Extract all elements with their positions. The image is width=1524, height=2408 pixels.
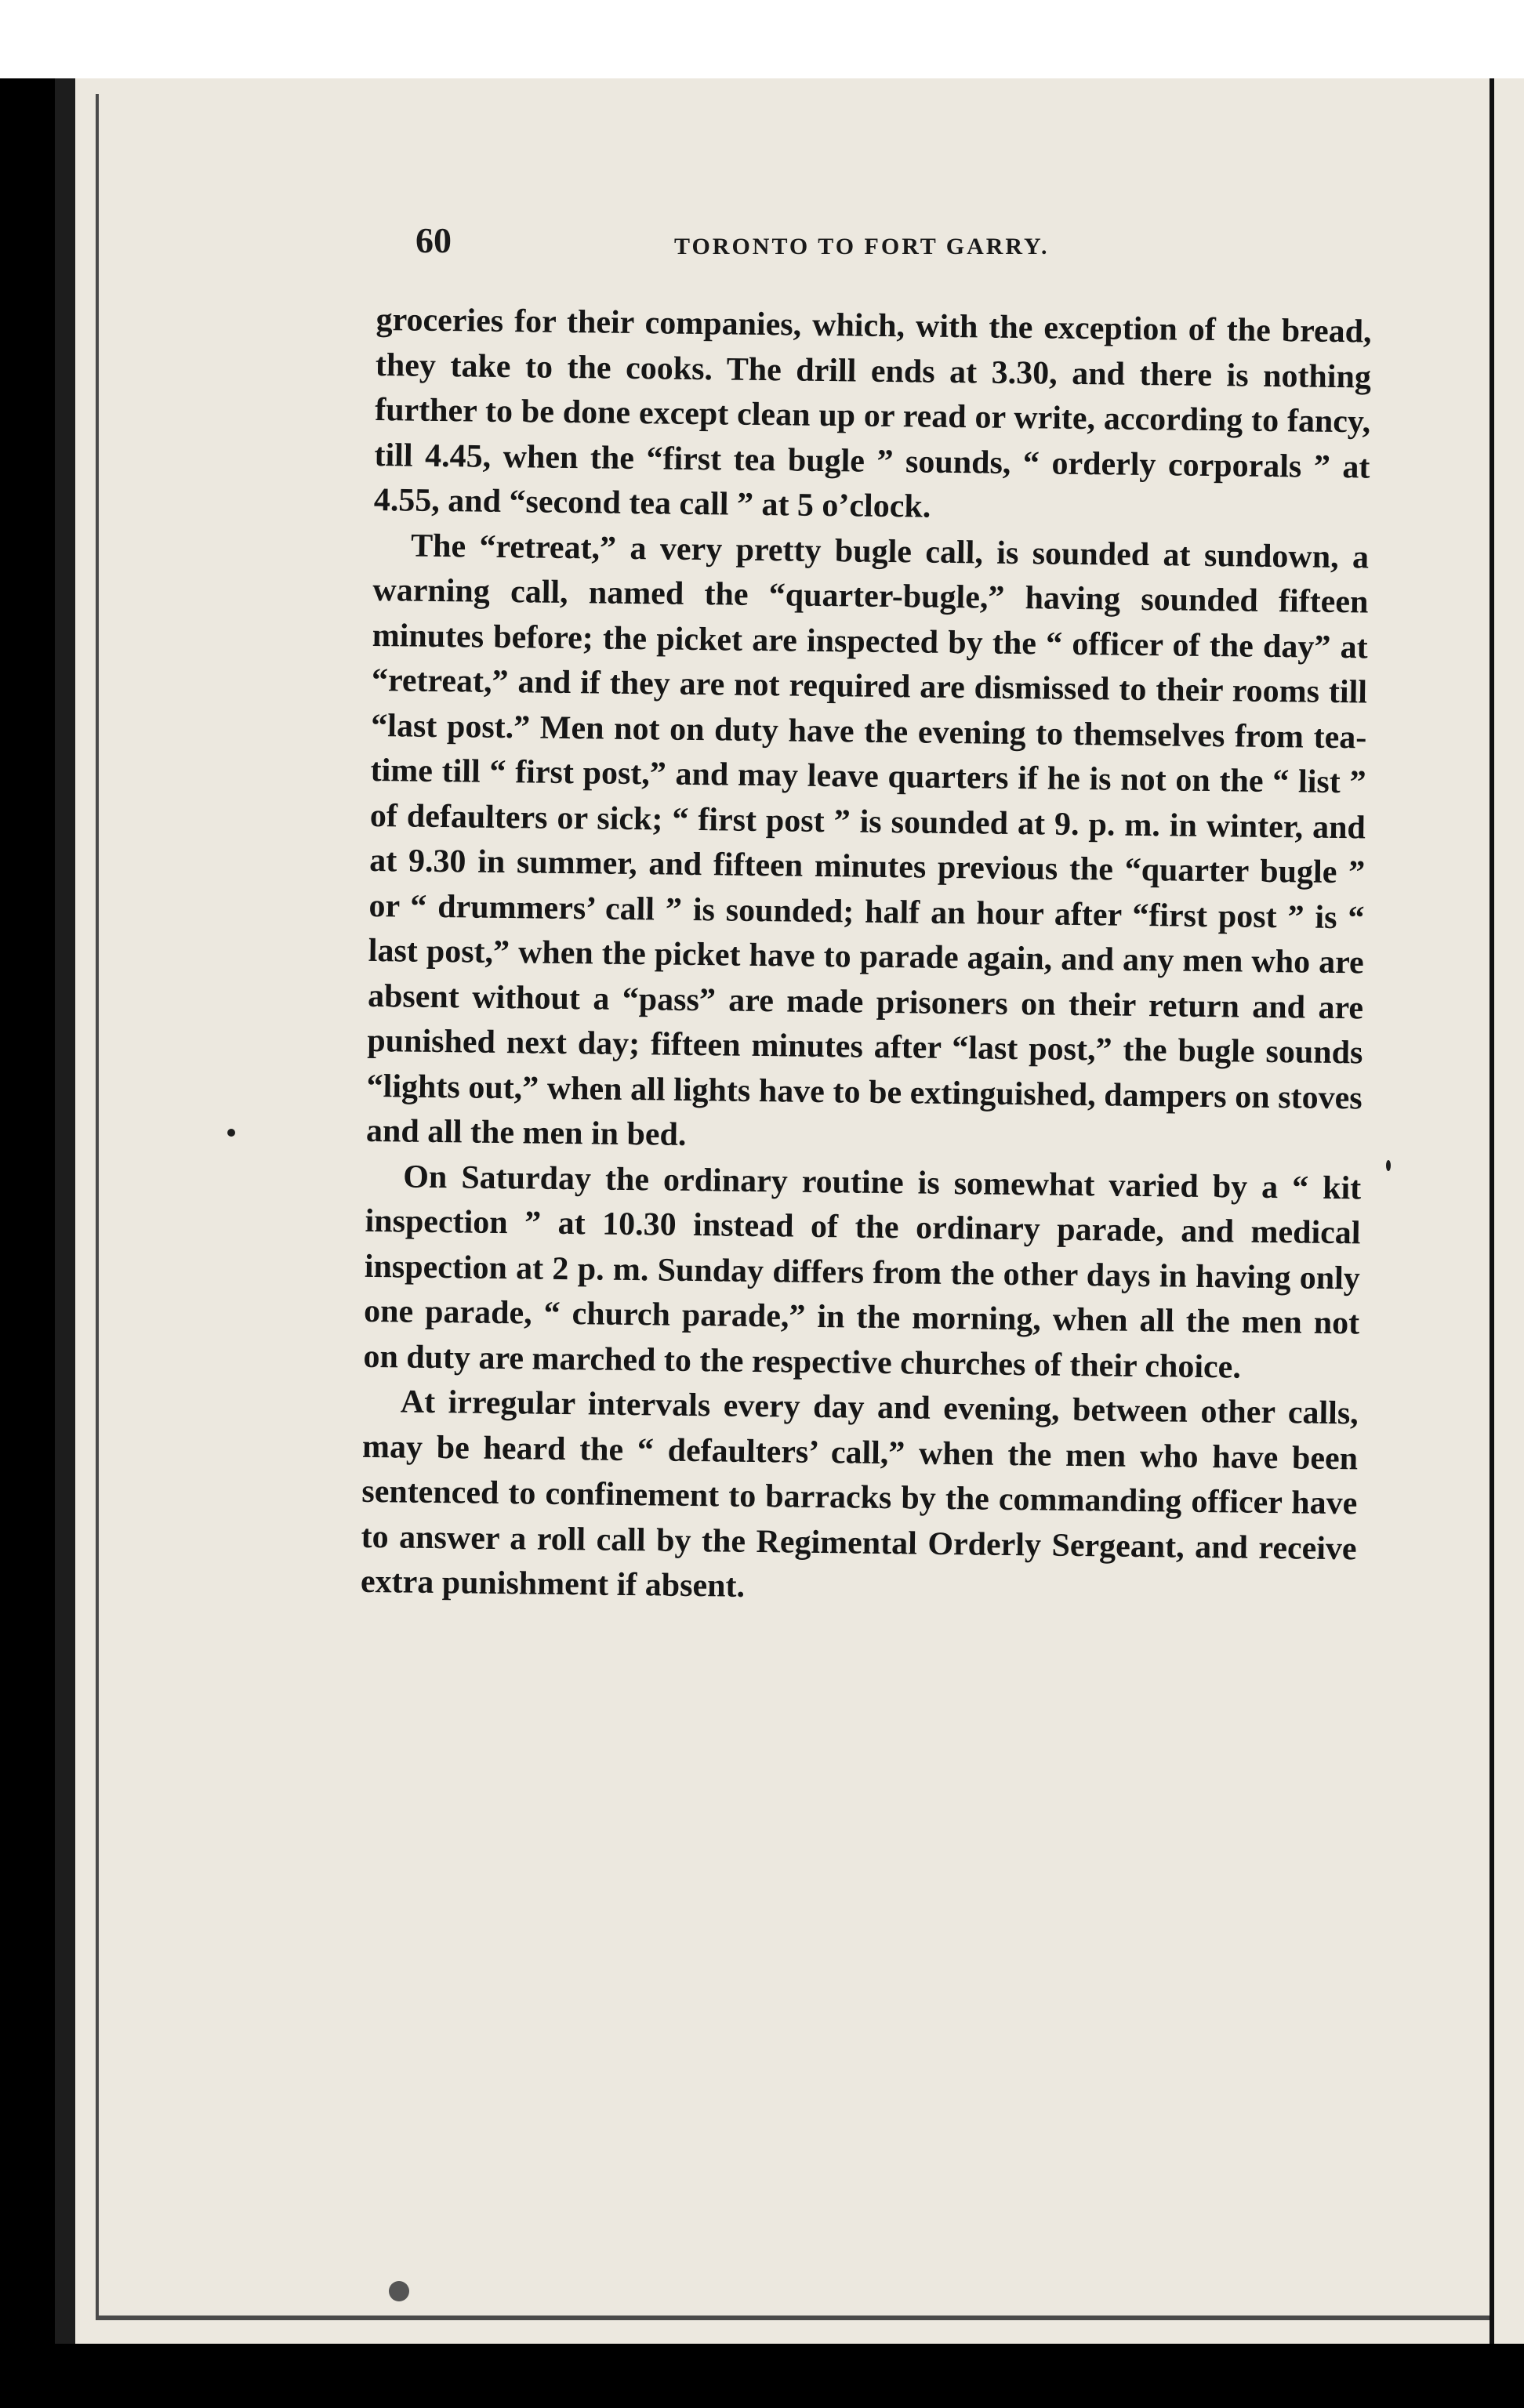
- page-header: [415, 219, 1435, 274]
- paragraph: On Saturday the ordinary routine is somewhat varied by a “ kit inspection ” at 10.30 instead of the ordinary parade, and medical inspection at 2 p. m. Sunday differs from the other days in having only one parade, “ church parade,” in the morning, when all the men not on duty are marched to the respective churches of their choice.: [363, 1159, 1362, 1386]
- scan-bottom-shadow: [55, 2344, 1524, 2408]
- paragraph: The “retreat,” a very pretty bugle call, is sounded at sundown, a warning call, named the “quarter-bugle,” having sounded fifteen minutes before; the picket are inspected by the “ officer of the day” at “retreat,” and if they are not required are dismissed to their rooms till “last post.” Men not on duty have the evening to themselves from tea-time till “ first post,” and may leave quarters if he is not on the “ list ” of defaulters or sick; “ first post ” is sounded at 9. p. m. in winter, and at 9.30 in summer, and fifteen minutes previous the “quarter bugle ” or “ drummers’ call ” is sounded; half an hour after “first post ” is “ last post,” when the picket have to parade again, and any men who are absent without a “pass” are made prisoners on their return and are punished next day; fifteen minutes after “last post,” the bugle sounds “lights out,” when all lights have to be extinguished, dampers on stoves and all the men in bed.: [365, 528, 1370, 1153]
- paragraph: At irregular intervals every day and evening, between other calls, may be heard the “ defaulters’ call,” when the men who have been sentenced to confinement to barracks by the commanding officer have to answer a roll call by the Regimental Orderly Sergeant, and receive extra punishment if absent.: [360, 1384, 1359, 1605]
- ink-speck: [1386, 1160, 1391, 1171]
- paragraph: groceries for their companies, which, with the exception of the bread, they take to the cooks. The drill ends at 3.30, and there is nothing further to be done except clean up or read or write, according to fancy, till 4.45, when the “first tea bugle ” sounds, “ orderly corporals ” at 4.55, and “second tea call ” at 5 o’clock.: [373, 301, 1372, 525]
- running-head: TORONTO TO FORT GARRY.: [674, 234, 1050, 259]
- right-gutter-line: [1490, 78, 1494, 2352]
- ink-smudge: [389, 2281, 409, 2301]
- page-number: 60: [415, 220, 452, 260]
- scan-top-margin: [0, 0, 1524, 78]
- page-body: [361, 298, 1372, 1617]
- ink-speck: [227, 1129, 235, 1137]
